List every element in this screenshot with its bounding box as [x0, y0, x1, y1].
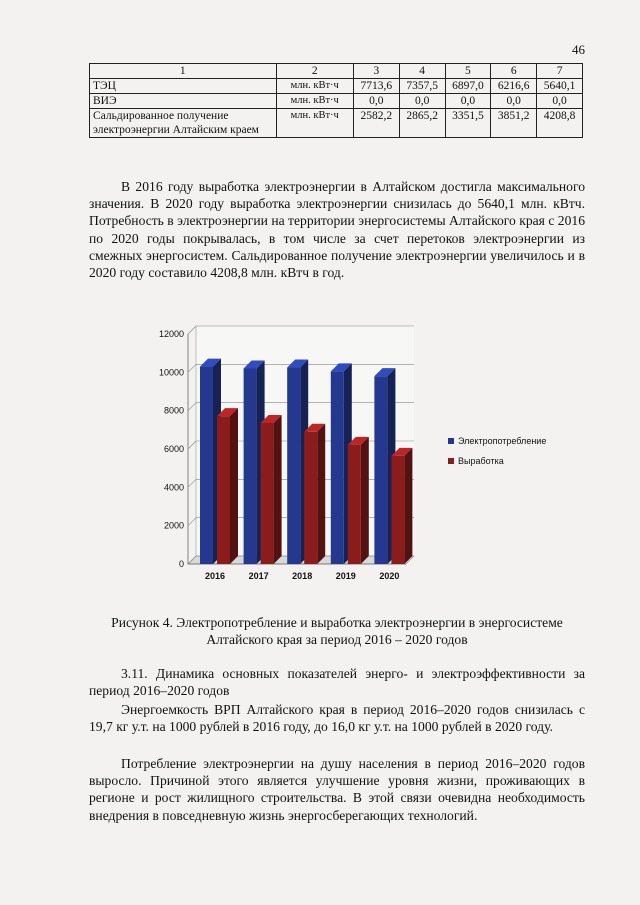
y-tick-label: 4000	[163, 482, 184, 493]
bar-chart	[148, 320, 568, 590]
legend-swatch	[448, 458, 454, 464]
table-row	[90, 109, 583, 138]
table-header-row	[90, 64, 583, 79]
y-tick-label: 0	[178, 559, 184, 569]
table-header-cell: 7	[537, 64, 583, 79]
table-cell: 0,0	[537, 94, 583, 109]
section-heading: 3.11. Динамика основных показателей энерго- и электроэффективности за период 2016–2020 годов	[89, 666, 585, 699]
bar	[331, 371, 344, 564]
table-cell: 6216,6	[491, 79, 537, 94]
bar	[348, 445, 361, 564]
row-label: ВИЭ	[90, 94, 277, 109]
y-tick-label: 8000	[163, 405, 184, 416]
bar-side	[230, 408, 238, 564]
row-label: ТЭЦ	[90, 79, 277, 94]
legend-label: Электропотребление	[458, 436, 547, 446]
bar	[304, 432, 317, 564]
table-header-cell: 3	[353, 64, 399, 79]
table-cell: 6897,0	[445, 79, 491, 94]
x-tick-label: 2017	[248, 571, 269, 581]
page-number: 46	[572, 42, 585, 57]
legend-label: Выработка	[458, 456, 504, 466]
energy-balance-table	[89, 63, 583, 138]
table-cell: 0,0	[353, 94, 399, 109]
table-cell: 0,0	[445, 94, 491, 109]
table-header-cell: 2	[276, 64, 353, 79]
table-cell: 3851,2	[491, 109, 537, 138]
bar	[217, 416, 230, 564]
x-tick-label: 2018	[292, 571, 313, 581]
bar	[200, 367, 213, 564]
paragraph-electricity-generation: В 2016 году выработка электроэнергии в Алтайском достигла максимального значения. В 2020 году выработка электроэнергии снизилась до 5640,1 млн. кВтч. Потребность в электроэнергии на территории энергосистемы Алтайского края с 2016 по 2020 годы покрывалась, в том числе за счет перетоков электроэнергии из смежных энергосистем. Сальдированное получение электроэнергии увеличилось и в 2020 году составило 4208,8 млн. кВтч в год.	[89, 179, 585, 281]
bar	[244, 369, 257, 565]
gridline-diagonal	[188, 364, 196, 372]
x-tick-label: 2019	[335, 571, 356, 581]
table-cell: 2582,2	[353, 109, 399, 138]
bar	[391, 456, 404, 564]
table-cell: 0,0	[491, 94, 537, 109]
y-tick-label: 12000	[158, 329, 184, 339]
table-cell: 7357,5	[399, 79, 445, 94]
gridline-diagonal	[188, 518, 196, 526]
table-cell: 0,0	[399, 94, 445, 109]
table-header-cell: 4	[399, 64, 445, 79]
legend-swatch	[448, 438, 454, 444]
gridline-diagonal	[188, 479, 196, 487]
gridline-diagonal	[188, 326, 196, 334]
table-header-cell: 5	[445, 64, 491, 79]
figure-caption: Рисунок 4. Электропотребление и выработка электроэнергии в энергосистеме Алтайского края за период 2016 – 2020 годов	[111, 615, 563, 647]
bar-side	[404, 448, 412, 564]
bar-side	[274, 415, 282, 564]
row-label: Сальдированное получение электроэнергии Алтайским краем	[90, 109, 277, 138]
row-unit: млн. кВт·ч	[276, 79, 353, 94]
bar-side	[361, 437, 369, 564]
gridline-diagonal	[188, 403, 196, 411]
bar-side	[317, 424, 325, 564]
table-cell: 5640,1	[537, 79, 583, 94]
x-tick-label: 2016	[204, 571, 226, 581]
y-tick-label: 6000	[163, 444, 184, 454]
table-row	[90, 94, 583, 109]
table-cell: 2865,2	[399, 109, 445, 138]
table-cell: 3351,5	[445, 109, 491, 138]
bar	[374, 376, 387, 564]
table-header-cell: 6	[491, 64, 537, 79]
table-header-cell: 1	[90, 64, 277, 79]
y-tick-label: 10000	[158, 367, 184, 378]
gridline-diagonal	[188, 441, 196, 449]
paragraph-energy-intensity: Энергоемкость ВРП Алтайского края в период 2016–2020 годов снизилась с 19,7 кг у.т. на 1000 рублей в 2016 году, до 16,0 кг у.т. на 1000 рублей в 2020 году.	[89, 702, 585, 735]
y-tick-label: 2000	[163, 520, 184, 531]
bar	[287, 368, 300, 564]
chart-svg	[148, 320, 568, 590]
table-row	[90, 79, 583, 94]
paragraph-per-capita-consumption: Потребление электроэнергии на душу населения в период 2016–2020 годов выросло. Причиной этого является улучшение уровня жизни, проживающих в регионе и рост жилищного строительства. В этой связи очевидна необходимость внедрения в повседневную жизнь энергосберегающих технологий.	[89, 756, 585, 823]
row-unit: млн. кВт·ч	[276, 94, 353, 109]
x-tick-label: 2020	[379, 571, 400, 581]
table-cell: 4208,8	[537, 109, 583, 138]
bar	[261, 423, 274, 564]
row-unit: млн. кВт·ч	[276, 109, 353, 138]
table-cell: 7713,6	[353, 79, 399, 94]
